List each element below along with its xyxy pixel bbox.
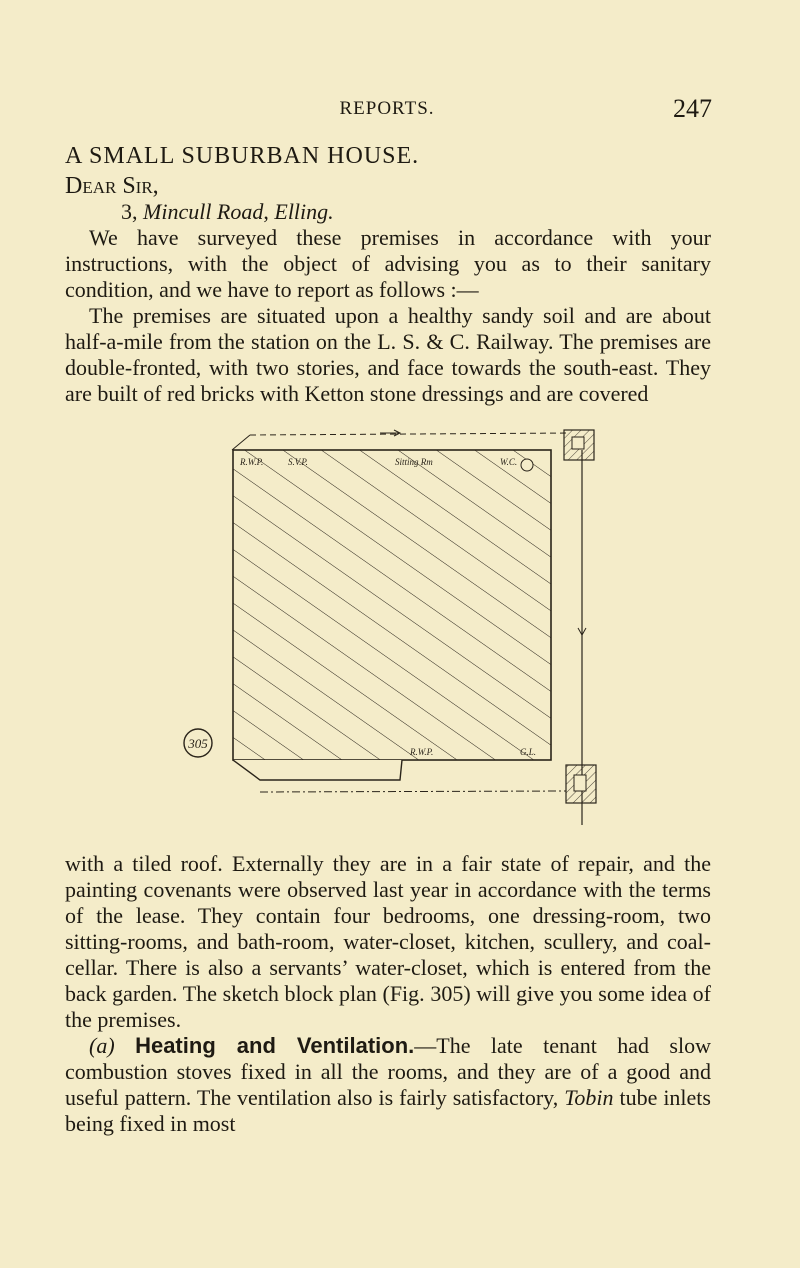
block-plan-figure xyxy=(170,425,630,835)
heating-heading: Heating and Ventilation. xyxy=(135,1033,415,1058)
running-head xyxy=(62,94,712,138)
heating-text-2: tube inlets being fixed in most xyxy=(65,1085,711,1136)
label-gl: G.L. xyxy=(520,747,537,757)
figure-number: 305 xyxy=(188,736,208,751)
page-number: 247 xyxy=(673,94,712,123)
section-heading: A SMALL SUBURBAN HOUSE. xyxy=(65,143,420,169)
paragraph-intro: We have surveyed these premises in accordance with your instructions, with the object of advising you as to their sanitary condition, and we have to report as follows :— xyxy=(65,225,711,302)
heating-text-1: —The late tenant had slow combustion stoves fixed in all the rooms, and they are of a good and useful pattern. The ventilation also is fairly satisfactory, xyxy=(65,1033,711,1110)
label-svp-top: S.V.P. xyxy=(288,457,308,467)
paragraph-situation: The premises are situated upon a healthy sandy soil and are about half-a-mile from the station on the L. S. & C. Railway. The premises are double-fronted, with two stories, and face towards the south-east. They are built of red bricks with Ketton stone dressings and are covered xyxy=(65,303,711,406)
section-label: (a) xyxy=(89,1033,136,1058)
upper-text-block xyxy=(65,143,711,407)
address-line xyxy=(65,199,711,225)
paragraph-heating xyxy=(65,1033,711,1137)
address-street: Mincull Road xyxy=(143,199,264,224)
address-number: 3, xyxy=(121,199,143,224)
heating-italic-tobin: Tobin xyxy=(564,1085,614,1110)
lower-text-block xyxy=(65,851,711,1137)
block-plan-drawing xyxy=(170,425,630,835)
label-wc: W.C. xyxy=(500,457,518,467)
label-rwp-top: R.W.P. xyxy=(240,457,264,467)
label-sitting-room: Sitting Rm xyxy=(395,457,433,467)
address-separator: , xyxy=(263,199,275,224)
running-title: REPORTS. xyxy=(339,98,435,119)
address-town: Elling. xyxy=(274,199,334,224)
salutation: Dear Sir, xyxy=(65,173,159,199)
paragraph-continuation: with a tiled roof. Externally they are in a fair state of repair, and the painting covenants were observed last year in accordance with the terms of the lease. They contain four bedrooms, one dressing-room, two sitting-rooms, and bath-room, water-closet, kitchen, scullery, and coal-cellar. There is also a servants’ water-closet, which is entered from the back garden. The sketch block plan (Fig. 305) will give you some idea of the premises. xyxy=(65,851,711,1032)
label-rwp-bottom: R.W.P. xyxy=(410,747,434,757)
